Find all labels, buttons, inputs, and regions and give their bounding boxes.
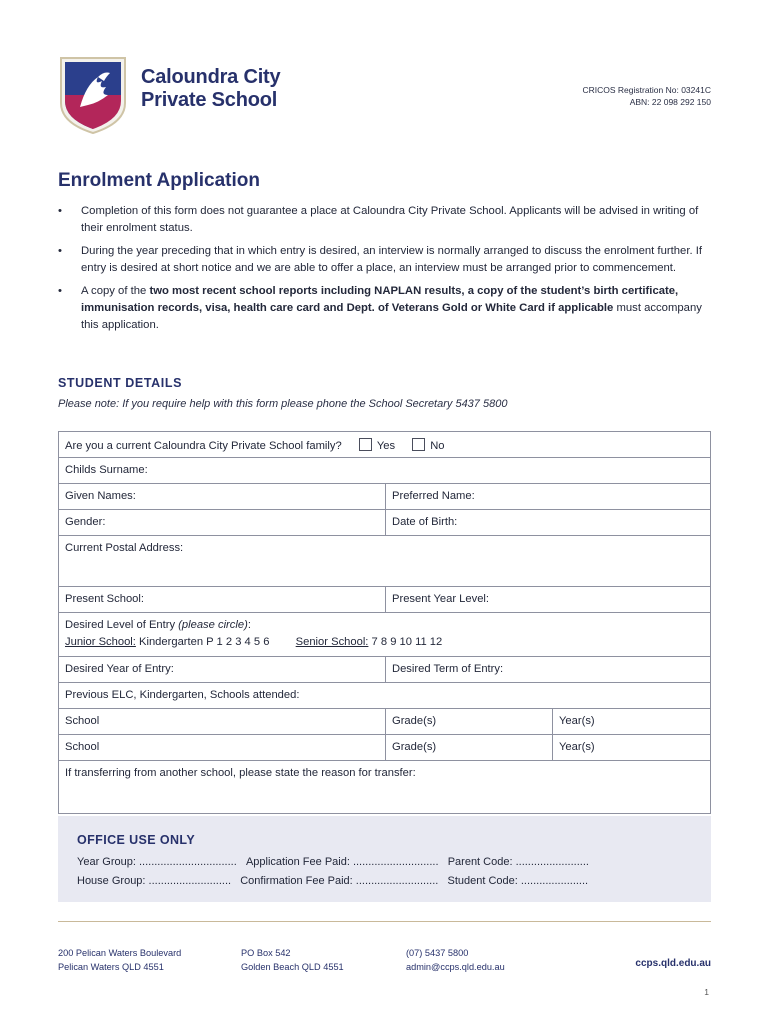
instruction-text-bold: two most recent school reports including NAPLAN results, a copy of the student’s birth certificate, immunisation records, visa, health care card and Dept. of Veterans Gold or White Card if applicable	[81, 285, 679, 314]
po-line1: PO Box 542	[241, 948, 291, 958]
office-line-1	[77, 856, 589, 868]
address-line1: 200 Pelican Waters Boulevard	[58, 948, 182, 958]
registration-info	[582, 84, 711, 108]
school-name-line2: Private School	[141, 89, 278, 111]
application-fee-field: Application Fee Paid: ............................	[245, 856, 439, 868]
given-names-field[interactable]: Given Names:	[65, 490, 136, 502]
form-row-transfer	[59, 761, 710, 813]
senior-school-levels[interactable]: 7 8 9 10 11 12	[368, 636, 443, 648]
yes-checkbox[interactable]	[359, 438, 372, 451]
bullet-icon: •	[58, 205, 62, 217]
desired-level-colon: :	[247, 619, 251, 631]
student-details-heading: STUDENT DETAILS	[58, 376, 183, 390]
instruction-text-post: must accompany this application.	[81, 302, 702, 331]
current-family-field	[59, 432, 451, 457]
office-line-2	[77, 875, 588, 887]
phone-number[interactable]: (07) 5437 5800	[406, 948, 469, 958]
preferred-name-field[interactable]: Preferred Name:	[385, 484, 710, 509]
instruction-text: Completion of this form does not guarantee a place at Caloundra City Private School. Applicants will be advised in writing of their enrolment status.	[81, 205, 699, 234]
dob-field[interactable]: Date of Birth:	[385, 510, 710, 535]
present-school-field[interactable]: Present School:	[65, 593, 144, 605]
instruction-text: During the year preceding that in which entry is desired, an interview is normally arranged to discuss the enrolment further. If entry is desired at short notice and we are able to offer a place, an interview must be arranged prior to commencement.	[81, 245, 703, 274]
parent-code-field: Parent Code: ........................	[447, 856, 589, 868]
footer-divider	[58, 921, 711, 922]
desired-year-field[interactable]: Desired Year of Entry:	[65, 663, 174, 675]
grades-1-field[interactable]: Grade(s)	[385, 709, 552, 734]
current-family-label: Are you a current Caloundra City Private School family?	[65, 440, 342, 452]
previous-schools-label: Previous ELC, Kindergarten, Schools attended:	[65, 689, 300, 701]
instruction-item	[58, 283, 708, 334]
instruction-item	[58, 203, 708, 237]
page-number: 1	[704, 987, 709, 997]
years-1-field[interactable]: Year(s)	[552, 709, 710, 734]
abn-number: ABN: 22 098 292 150	[629, 97, 711, 107]
student-code-field: Student Code: ......................	[447, 875, 589, 887]
grades-2-field[interactable]: Grade(s)	[385, 735, 552, 760]
office-use-heading: OFFICE USE ONLY	[77, 833, 196, 847]
school-1-field[interactable]: School	[65, 715, 100, 727]
instructions-list	[58, 203, 708, 340]
confirmation-fee-field: Confirmation Fee Paid: ...........................	[240, 875, 439, 887]
desired-level-label	[65, 617, 442, 634]
desired-level-text: Desired Level of Entry	[65, 619, 179, 631]
form-row-postal	[59, 536, 710, 587]
page-title: Enrolment Application	[58, 170, 260, 191]
school-2-field[interactable]: School	[65, 741, 100, 753]
po-line2: Golden Beach QLD 4551	[241, 962, 344, 972]
form-row-school-2	[59, 735, 710, 761]
instruction-text-pre: A copy of the	[81, 285, 150, 297]
house-group-field: House Group: ...........................	[77, 875, 232, 887]
junior-school-label: Junior School:	[65, 636, 136, 648]
form-row-desired-level	[59, 613, 710, 657]
school-name-line1: Caloundra City	[141, 66, 281, 88]
present-year-field[interactable]: Present Year Level:	[385, 587, 710, 612]
footer-contact	[406, 946, 505, 974]
postal-address-field[interactable]: Current Postal Address:	[65, 542, 184, 554]
form-row-gender	[59, 510, 710, 536]
transfer-reason-field[interactable]: If transferring from another school, please state the reason for transfer:	[65, 767, 416, 779]
senior-school-label: Senior School:	[295, 636, 369, 648]
school-crest-logo	[58, 55, 128, 135]
gender-field[interactable]: Gender:	[65, 516, 106, 528]
form-row-names	[59, 484, 710, 510]
student-details-form	[58, 431, 711, 814]
level-options	[65, 634, 442, 651]
form-row-previous	[59, 683, 710, 709]
surname-field[interactable]: Childs Surname:	[65, 464, 148, 476]
office-use-panel	[58, 816, 711, 902]
form-row-present-school	[59, 587, 710, 613]
website-link[interactable]: ccps.qld.edu.au	[635, 958, 711, 969]
form-row-surname	[59, 458, 710, 484]
form-row-school-1	[59, 709, 710, 735]
email-link[interactable]: admin@ccps.qld.edu.au	[406, 962, 505, 972]
desired-term-field[interactable]: Desired Term of Entry:	[385, 657, 710, 682]
help-note: Please note: If you require help with this form please phone the School Secretary 5437 5800	[58, 398, 508, 410]
desired-level-field[interactable]	[59, 613, 448, 656]
address-line2: Pelican Waters QLD 4551	[58, 962, 164, 972]
junior-school-levels[interactable]: Kindergarten P 1 2 3 4 5 6	[135, 636, 270, 648]
no-checkbox[interactable]	[412, 438, 425, 451]
instruction-item	[58, 243, 708, 277]
footer-po-box	[241, 946, 344, 974]
footer-street-address	[58, 946, 181, 974]
school-name	[141, 66, 280, 112]
form-row-desired-entry	[59, 657, 710, 683]
cricos-number: CRICOS Registration No: 03241C	[582, 85, 711, 95]
year-group-field: Year Group: ................................	[77, 856, 237, 868]
no-label: No	[430, 440, 445, 452]
bullet-icon: •	[58, 285, 62, 297]
form-row-current-family	[59, 432, 710, 458]
years-2-field[interactable]: Year(s)	[552, 735, 710, 760]
please-circle-text: (please circle)	[178, 619, 248, 631]
yes-label: Yes	[376, 440, 396, 452]
bullet-icon: •	[58, 245, 62, 257]
